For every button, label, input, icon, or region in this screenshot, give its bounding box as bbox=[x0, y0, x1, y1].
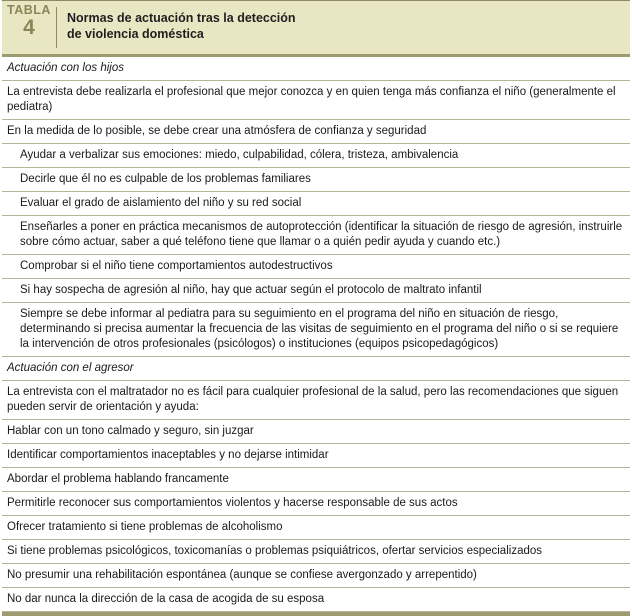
table-row: En la medida de lo posible, se debe crear una atmósfera de confianza y seguridad bbox=[2, 120, 630, 144]
table-label-word: TABLA bbox=[7, 3, 51, 17]
section-title-agresor: Actuación con el agresor bbox=[2, 357, 630, 381]
table-label bbox=[2, 1, 56, 54]
table-bottom-rule bbox=[2, 612, 630, 616]
guidelines-table bbox=[2, 0, 630, 616]
table-row: Identificar comportamientos inaceptables y no dejarse intimidar bbox=[2, 444, 630, 468]
section-title-hijos: Actuación con los hijos bbox=[2, 57, 630, 81]
table-row: Decirle que él no es culpable de los problemas familiares bbox=[2, 168, 630, 192]
table-row: Abordar el problema hablando francamente bbox=[2, 468, 630, 492]
table-number: 4 bbox=[23, 16, 35, 39]
table-row: Enseñarles a poner en práctica mecanismos de autoprotección (identificar la situación de riesgo de agresión, instruirle sobre cómo actuar, saber a qué teléfono tiene que llamar o a quién pedir ayuda y cuando etc.) bbox=[2, 216, 630, 255]
table-row: Ayudar a verbalizar sus emociones: miedo, culpabilidad, cólera, tristeza, ambivalencia bbox=[2, 144, 630, 168]
table-header bbox=[2, 0, 630, 54]
table-row: Ofrecer tratamiento si tiene problemas de alcoholismo bbox=[2, 516, 630, 540]
table-title-line-1: Normas de actuación tras la detección bbox=[67, 11, 296, 25]
table-row: No presumir una rehabilitación espontánea (aunque se confiese avergonzado y arrepentido) bbox=[2, 564, 630, 588]
table-row: Si tiene problemas psicológicos, toxicomanías o problemas psiquiátricos, ofertar servicios especializados bbox=[2, 540, 630, 564]
table-row: Si hay sospecha de agresión al niño, hay que actuar según el protocolo de maltrato infantil bbox=[2, 279, 630, 303]
table-row: Siempre se debe informar al pediatra para su seguimiento en el programa del niño en situación de riesgo, determinando si precisa aumentar la frecuencia de las visitas de seguimiento en el programa del niño o si se requiere la intervención de otros profesionales (psicólogos) o instituciones (equipos psicopedagógicos) bbox=[2, 303, 630, 357]
table-row: Permitirle reconocer sus comportamientos violentos y hacerse responsable de sus actos bbox=[2, 492, 630, 516]
table-row: La entrevista con el maltratador no es fácil para cualquier profesional de la salud, pero las recomendaciones que siguen pueden servir de orientación y ayuda: bbox=[2, 381, 630, 420]
table-row: No dar nunca la dirección de la casa de acogida de su esposa bbox=[2, 588, 630, 612]
table-row: La entrevista debe realizarla el profesional que mejor conozca y en quien tenga más confianza el niño (generalmente el pediatra) bbox=[2, 81, 630, 120]
table-row: Comprobar si el niño tiene comportamientos autodestructivos bbox=[2, 255, 630, 279]
table-row: Hablar con un tono calmado y seguro, sin juzgar bbox=[2, 420, 630, 444]
table-title-line-2: de violencia doméstica bbox=[67, 27, 204, 41]
table-title bbox=[57, 1, 296, 54]
table-row: Evaluar el grado de aislamiento del niño y su red social bbox=[2, 192, 630, 216]
